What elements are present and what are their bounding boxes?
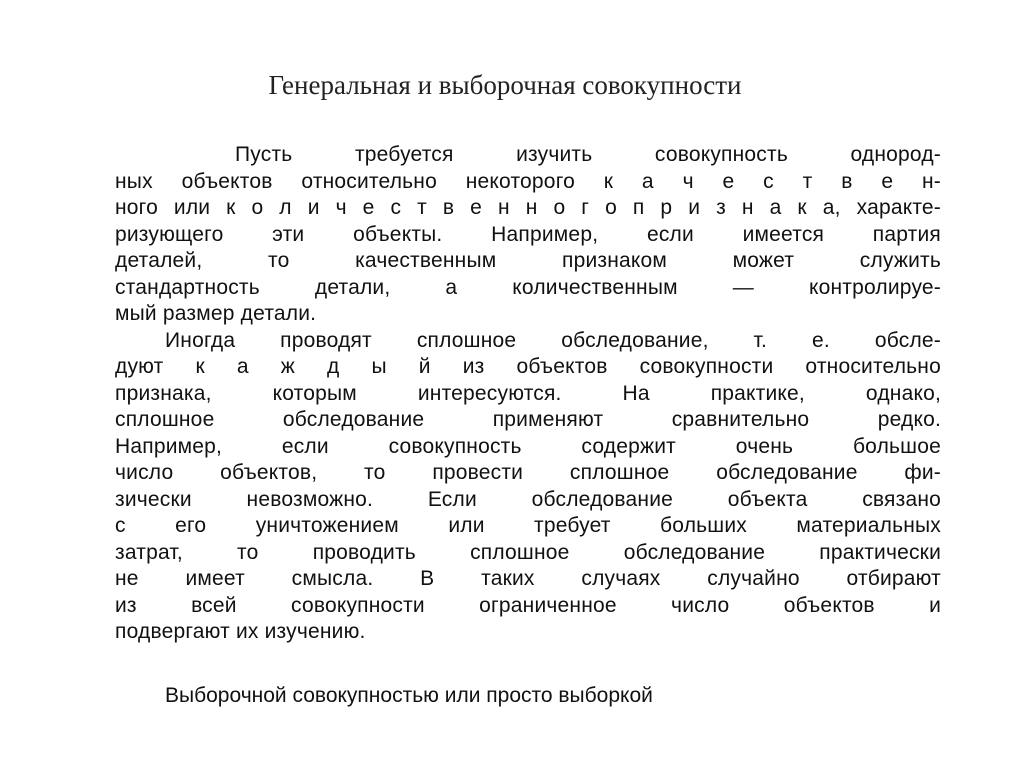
text-line: сплошное обследование применяют сравнительно редко. — [115, 408, 941, 431]
text-line: ного или к о л и ч е с т в е н н о г о п р и з н а к а, характе- — [115, 196, 941, 219]
text-line: из всей совокупности ограниченное число объектов и — [115, 593, 941, 617]
text-line: с его уничтожением или требует больших материальных — [115, 514, 941, 537]
text-line: мый размер детали. — [115, 302, 317, 325]
text-line: дуют к а ж д ы й из объектов совокупности относительно — [115, 355, 941, 378]
text-line: стандартность детали, а количественным — контролируе- — [115, 275, 941, 299]
text-line: Например, если совокупность содержит очень большое — [115, 434, 941, 458]
text-line: Пусть требуется изучить совокупность однород- — [235, 143, 941, 166]
text-line: признака, которым интересуются. На практике, однако, — [115, 381, 941, 405]
text-line: ных объектов относительно некоторого к а ч е с т в е н- — [115, 169, 941, 193]
scanned-text-page — [115, 142, 941, 646]
text-line: не имеет смысла. В таких случаях случайно отбирают — [115, 567, 941, 590]
text-line: Иногда проводят сплошное обследование, т. е. обсле- — [165, 328, 941, 352]
cut-off-text-line — [165, 683, 855, 707]
text-line: ризующего эти объекты. Например, если имеется партия — [115, 222, 941, 246]
cut-line-text: Выборочной совокупностью или просто выборкой — [165, 684, 653, 707]
text-line: число объектов, то провести сплошное обследование фи- — [115, 461, 941, 484]
text-line: зически невозможно. Если обследование объекта связано — [115, 487, 941, 511]
text-line: деталей, то качественным признаком может служить — [115, 249, 941, 272]
slide-title: Генеральная и выборочная совокупности — [268, 70, 742, 100]
text-line: затрат, то проводить сплошное обследование практически — [115, 540, 941, 564]
text-line: подвергают их изучению. — [115, 620, 366, 643]
